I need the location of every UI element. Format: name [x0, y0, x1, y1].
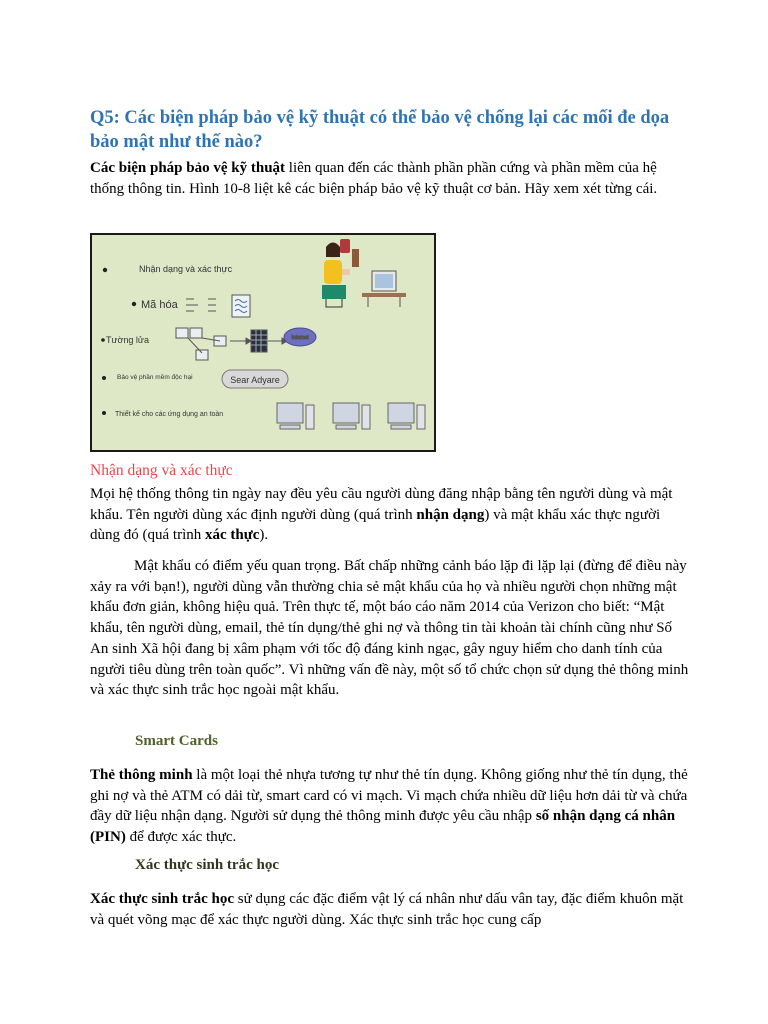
- figure-item-1: Nhận dạng và xác thực: [139, 264, 233, 274]
- bold-run: Thẻ thông minh: [90, 767, 193, 783]
- text-run: Mọi hệ thống thông tin ngày nay đều yêu cầu người dùng đăng nhập bằng tên người dùng và mật khẩu. Tên người dùng xác định người dùng (quá trình: [90, 486, 673, 523]
- intro-text: liên quan đến các thành phần phần cứng và phần mềm của hệ thống thông tin. Hình 10-8 liệt kê các biện pháp bảo vệ kỹ thuật cơ bản. Hãy xem xét từng cái.: [90, 160, 658, 197]
- figure-item-3: Tường lửa: [106, 335, 149, 345]
- bold-run: Xác thực sinh trắc học: [90, 891, 234, 907]
- bold-run: nhận dạng: [416, 506, 485, 523]
- intro-bold: Các biện pháp bảo vệ kỹ thuật: [90, 160, 286, 176]
- bullet-icon: [103, 268, 107, 272]
- text-run: để được xác thực.: [125, 829, 237, 846]
- intro-paragraph: [90, 158, 690, 199]
- sear-adyare-label: Sear Adyare: [230, 375, 280, 385]
- text-run: ) và mật khẩu xác thực người dùng đó (quá trình: [90, 506, 661, 544]
- figure-technical-safeguards: [90, 233, 436, 452]
- bold-run: số nhận dạng cá nhân (PIN): [90, 808, 676, 846]
- bullet-icon: [132, 302, 136, 306]
- figure-item-2: Mã hóa: [141, 299, 178, 311]
- bold-run: xác thực: [204, 527, 260, 544]
- section-title-identification: Nhận dạng và xác thực: [90, 462, 233, 479]
- figure-item-5: Thiết kế cho các ứng dụng an toàn: [115, 411, 224, 418]
- password-paragraph: Mật khẩu có điểm yếu quan trọng. Bất chấp những cảnh báo lặp đi lặp lại (đừng để điều này xảy ra với bạn!), người dùng vẫn thường chia sẻ mật khẩu của họ và nhiều người chọn những mật khẩu đơn giản, không hiệu quả. Trên thực tế, một báo cáo năm 2014 của Verizon cho biết: “Mật khẩu, tên người dùng, email, thẻ tín dụng/thẻ ghi nợ và thông tin tài khoản tài chính cũng như Số An sinh Xã hội đang bị xâm phạm với tốc độ đáng kinh ngạc, gây nguy hiểm cho danh tính của người tiêu dùng trên toàn quốc”. Vì những vấn đề này, một số tổ chức chọn sử dụng thẻ thông minh và xác thực sinh trắc học ngoài mật khẩu.: [90, 558, 689, 699]
- section-title-biometric: Xác thực sinh trắc học: [135, 857, 279, 873]
- internet-label: Internet: [291, 335, 309, 341]
- bullet-icon: [102, 376, 106, 380]
- bullet-icon: [101, 338, 105, 342]
- text-run: là một loại thẻ nhựa tương tự như thẻ tín dụng. Không giống như thẻ tín dụng, thẻ ghi nợ và thẻ ATM có dải từ, smart card có vi mạch. Vi mạch chứa nhiều dữ liệu hơn dải từ và chứa đầy dữ liệu nhận dạng. Người sử dụng thẻ thông minh được yêu cầu nhập: [90, 767, 688, 825]
- computer-icon: [277, 403, 314, 429]
- text-run: ).: [259, 527, 269, 544]
- section-title-smart-cards: Smart Cards: [135, 733, 218, 749]
- computer-icon: [333, 403, 370, 429]
- biometric-paragraph: [90, 889, 690, 930]
- text-run: sử dụng các đặc điểm vật lý cá nhân như dấu vân tay, đặc điểm khuôn mặt và quét võng mạc để xác thực người dùng. Xác thực sinh trắc học cung cấp: [90, 891, 684, 928]
- page-title: Q5: Các biện pháp bảo vệ kỹ thuật có thể bảo vệ chống lại các mối đe dọa bảo mật như thế nào?: [90, 108, 670, 152]
- identification-paragraph: [90, 484, 690, 546]
- computer-icon: [388, 403, 425, 429]
- smart-cards-paragraph: [90, 765, 690, 848]
- figure-item-4: Bảo vệ phần mềm độc hại: [117, 374, 193, 381]
- bullet-icon: [102, 411, 106, 415]
